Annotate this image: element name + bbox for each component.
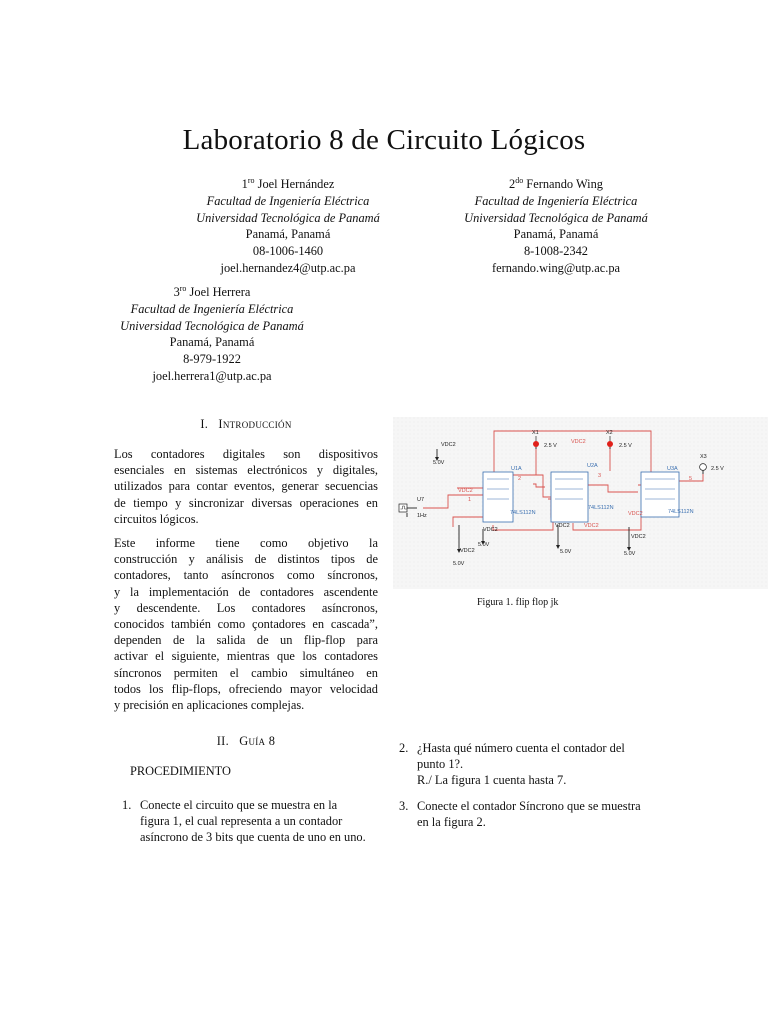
- label-74ls112n: 74LS112N: [588, 505, 614, 511]
- author-university: Universidad Tecnológica de Panamá: [464, 210, 648, 225]
- list-item: [399, 740, 669, 790]
- author-faculty: Facultad de Ingeniería Eléctrica: [206, 193, 370, 208]
- paragraph-line: dependen de la salida de un flip-flop para: [114, 633, 378, 648]
- label-u2a: U2A: [587, 463, 598, 469]
- label-u3a: U3A: [667, 466, 678, 472]
- label-2-5v: 2.5 V: [711, 466, 724, 472]
- label-74ls112n: 74LS112N: [510, 510, 536, 516]
- label-vdc2: VDC2: [555, 523, 570, 529]
- list-line: asíncrono de 3 bits que cuenta de uno en uno.: [140, 830, 366, 844]
- author-name: $1^{ro}$ Joel Hernández: [241, 176, 335, 191]
- paragraph-line: construcción y análisis de distintos tipos de: [114, 552, 378, 567]
- list-line: Conecte el contador Síncrono que se muestra: [417, 799, 641, 813]
- author-id: 08-1006-1460: [252, 244, 324, 259]
- label-2-5v: 2.5 V: [544, 443, 557, 449]
- intro-paragraph-1: [114, 446, 378, 527]
- paragraph-line: Los contadores digitales son dispositivos: [114, 447, 378, 461]
- label-74ls112n: 74LS112N: [668, 509, 694, 515]
- list-number: 2.: [399, 741, 409, 755]
- list-number: 1.: [122, 798, 132, 812]
- list-line: Conecte el circuito que se muestra en la: [140, 798, 338, 812]
- circuit-schematic-figure: [393, 417, 768, 589]
- procedure-heading: PROCEDIMIENTO: [130, 764, 231, 778]
- author-email: joel.herrera1@utp.ac.pa: [152, 368, 272, 383]
- list-line: punto 1?.: [417, 757, 464, 771]
- author-email: joel.hernandez4@utp.ac.pa: [220, 260, 356, 275]
- author-faculty: Facultad de Ingeniería Eléctrica: [130, 301, 294, 316]
- lamp-icon: [700, 464, 707, 471]
- paragraph-line: circuitos lógicos.: [114, 511, 199, 526]
- label-vdc2: VDC2: [628, 511, 643, 517]
- paragraph-line: conocidos también como çontadores en cascada”,: [114, 617, 378, 632]
- author-location: Panamá, Panamá: [169, 335, 255, 350]
- label-5-0v: 5.0V: [560, 549, 572, 555]
- label-vdc2: VDC2: [460, 548, 475, 554]
- author-block-3: [110, 284, 314, 385]
- label-2-5v: 2.5 V: [619, 443, 632, 449]
- list-line: figura 1, el cual representa a un contador: [140, 814, 343, 828]
- section-heading-intro: I. Introducción: [200, 417, 292, 431]
- label-vdc2: VDC2: [584, 523, 599, 529]
- author-id: 8-979-1922: [183, 352, 241, 367]
- author-location: Panamá, Panamá: [245, 227, 331, 242]
- label-1hz: 1Hz: [417, 513, 427, 519]
- list-line: R./ La figura 1 cuenta hasta 7.: [417, 773, 567, 787]
- author-id: 8-1008-2342: [523, 244, 588, 259]
- author-location: Panamá, Panamá: [513, 227, 599, 242]
- list-line: en la figura 2.: [417, 815, 486, 829]
- paper-title: Laboratorio 8 de Circuito Lógicos: [182, 124, 586, 156]
- author-email: fernando.wing@utp.ac.pa: [491, 260, 621, 275]
- clock-source-icon: [399, 504, 407, 512]
- label-vdc2: VDC2: [631, 534, 646, 540]
- author-university: Universidad Tecnológica de Panamá: [120, 318, 304, 333]
- paragraph-line: y descendente. Los contadores asíncronos,: [114, 600, 378, 615]
- author-name: $3^{ro}$ Joel Herrera: [173, 284, 251, 299]
- author-faculty: Facultad de Ingeniería Eléctrica: [474, 193, 638, 208]
- label-u1a: U1A: [511, 466, 522, 472]
- label-5-0v: 5.0V: [478, 542, 490, 548]
- label-vdc2: VDC2: [441, 442, 456, 448]
- paragraph-line: y precisión en aplicaciones complejas.: [114, 698, 305, 713]
- list-item: [122, 797, 382, 847]
- author-name: $2^{do}$ Fernando Wing: [508, 176, 603, 191]
- label-5-0v: 5.0V: [433, 460, 445, 466]
- author-block-1: [186, 176, 390, 277]
- section-heading-guia: II. Guía 8: [216, 734, 276, 748]
- paragraph-line: todos los flip-flops, ofreciendo mayor velocidad: [114, 681, 378, 696]
- flipflop-u1a: [483, 472, 513, 522]
- list-item: [399, 798, 669, 832]
- paragraph-line: síncronos permiten el cambio simultáneo en: [114, 665, 378, 680]
- figure-caption: Figura 1. flip flop jk: [477, 597, 559, 608]
- label-5-0v: 5.0V: [453, 561, 465, 567]
- author-university: Universidad Tecnológica de Panamá: [196, 210, 380, 225]
- paragraph-line: contadores, tanto asíncronos como síncronos,: [114, 568, 378, 583]
- paragraph-line: y la implementación de contadores ascendente: [114, 584, 378, 599]
- intro-paragraph-2: [114, 535, 378, 713]
- paragraph-line: activar el siguiente, mientras que los contadores: [114, 649, 378, 664]
- paragraph-line: de tiempo y sincronizar diversas operaciones en: [114, 495, 378, 510]
- label-u7: U7: [417, 497, 425, 503]
- paragraph-line: Este informe tiene como objetivo la: [114, 536, 378, 550]
- label-node-1: 1: [468, 497, 472, 503]
- label-x3: X3: [700, 454, 707, 460]
- label-vdc2: VDC2: [483, 527, 498, 533]
- lamp-icon: [607, 441, 613, 447]
- lamp-icon: [533, 441, 539, 447]
- label-vdc2: VDC2: [571, 439, 586, 445]
- label-5-0v: 5.0V: [624, 551, 636, 557]
- paragraph-line: utilizados para contar eventos, generar secuencias: [114, 479, 378, 494]
- label-vdc2: VDC2: [458, 488, 473, 494]
- label-x1: X1: [532, 430, 539, 436]
- list-number: 3.: [399, 799, 409, 813]
- label-node-3: 3: [598, 473, 602, 479]
- lamp-x3: [700, 464, 707, 471]
- paragraph-line: esenciales en sistemas electrónicos y digitales,: [114, 463, 378, 478]
- label-node-2: 2: [518, 476, 522, 482]
- author-block-2: [454, 176, 658, 277]
- list-line: ¿Hasta qué número cuenta el contador del: [417, 741, 625, 755]
- label-node-5: 5: [689, 476, 693, 482]
- label-x2: X2: [606, 430, 613, 436]
- flipflop-u2a: [551, 472, 588, 522]
